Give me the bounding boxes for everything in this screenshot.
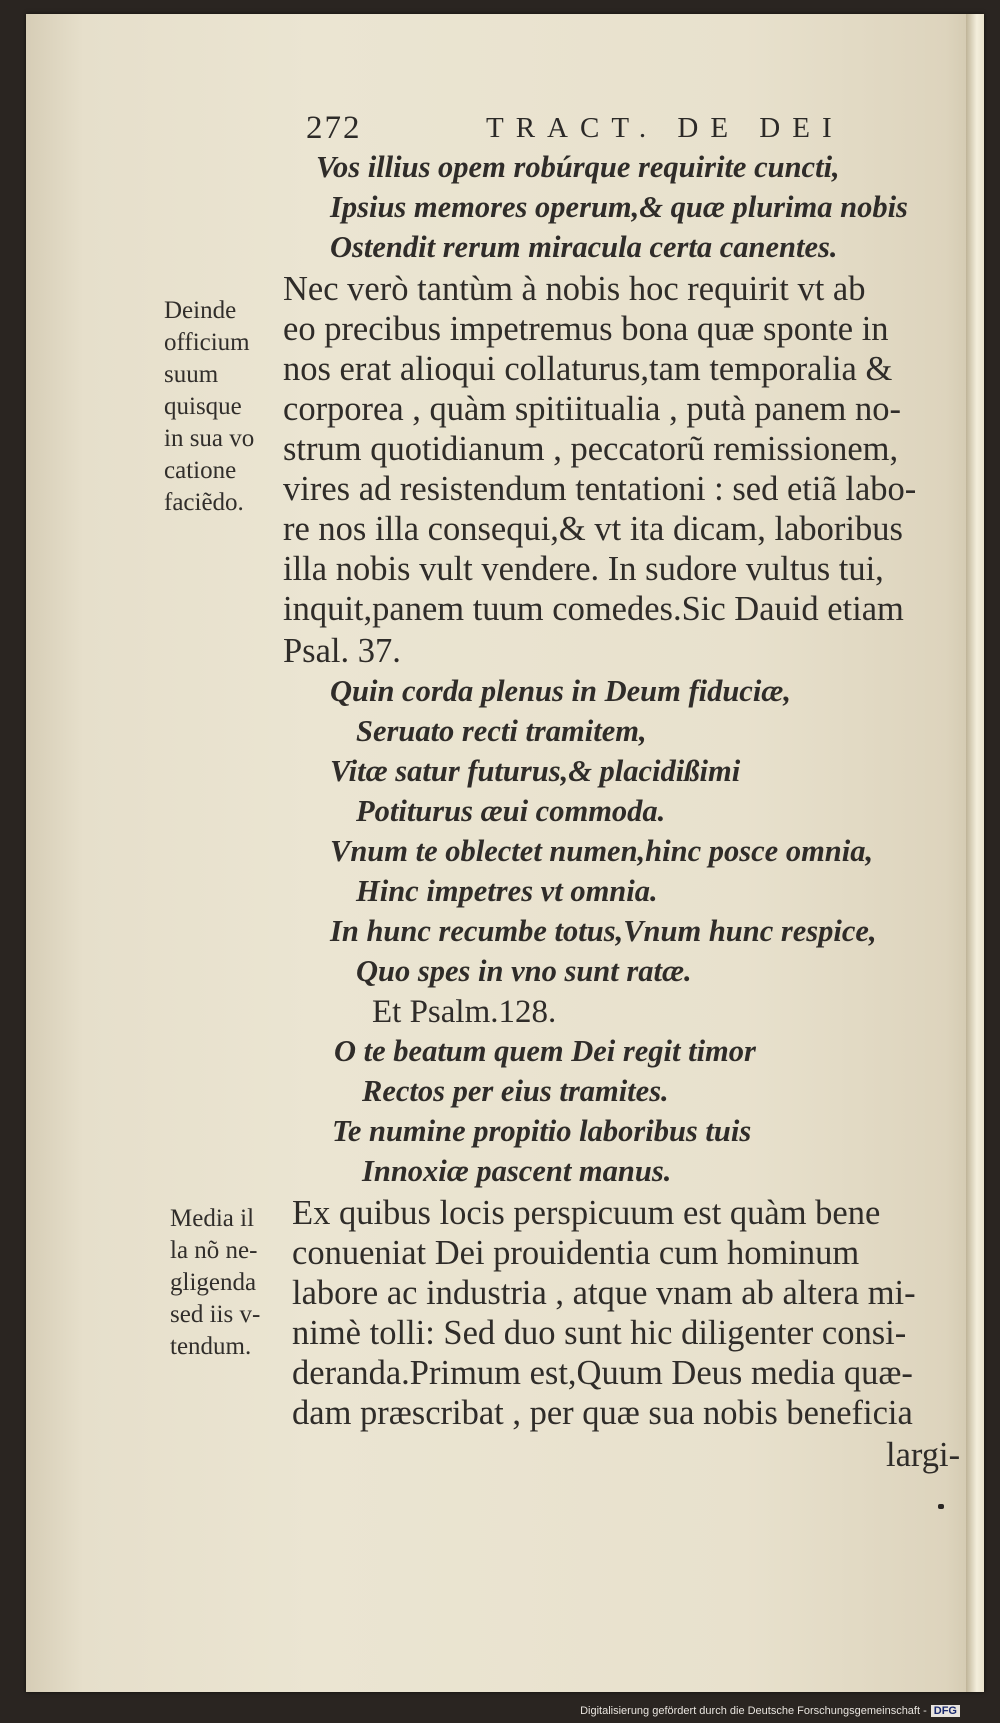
verse-line: Ipsius memores operum,& quæ plurima nobis xyxy=(330,190,908,224)
book-page xyxy=(26,14,984,1692)
margin-note-line: catione xyxy=(164,457,237,484)
body-line: corporea , quàm spitiitualia , putà panem no- xyxy=(283,390,901,428)
digitization-footer xyxy=(580,1705,960,1717)
margin-note-line: officium xyxy=(164,329,250,356)
verse-line: Ostendit rerum miracula certa canentes. xyxy=(330,230,838,264)
verse-line: Quin corda plenus in Deum fiduciæ, xyxy=(330,674,791,708)
verse-line: In hunc recumbe totus,Vnum hunc respice, xyxy=(330,914,877,948)
verse-line: Vitæ satur futurus,& placidißimi xyxy=(330,754,741,788)
body-line: dam præscribat , per quæ sua nobis beneficia xyxy=(292,1394,913,1432)
margin-note-line: in sua vo xyxy=(164,425,255,452)
verse-line: Innoxiæ pascent manus. xyxy=(362,1154,672,1188)
verse-line: Hinc impetres vt omnia. xyxy=(356,874,658,908)
dfg-logo: DFG xyxy=(931,1705,960,1717)
body-line: vires ad resistendum tentationi : sed etiã labo- xyxy=(283,470,917,508)
body-line: Nec verò tantùm à nobis hoc requirit vt ab xyxy=(283,270,866,308)
body-line: labore ac industria , atque vnam ab altera mi- xyxy=(292,1274,916,1312)
body-line: Psal. 37. xyxy=(283,632,401,670)
body-line: strum quotidianum , peccatorũ remissionem, xyxy=(283,430,899,468)
margin-note-line: suum xyxy=(164,361,219,388)
verse-line: Seruato recti tramitem, xyxy=(356,714,647,748)
margin-note-line: sed iis v- xyxy=(170,1301,261,1328)
verse-line: Te numine propitio laboribus tuis xyxy=(332,1114,752,1148)
margin-note-line: faciẽdo. xyxy=(164,489,244,516)
verse-line: Vnum te oblectet numen,hinc posce omnia, xyxy=(330,834,874,868)
body-line: illa nobis vult vendere. In sudore vultus tui, xyxy=(283,550,884,588)
margin-note-line: Deinde xyxy=(164,297,237,324)
body-line: re nos illa consequi,& vt ita dicam, laboribus xyxy=(283,510,903,548)
body-line: conueniat Dei prouidentia cum hominum xyxy=(292,1234,860,1272)
verse-line: Quo spes in vno sunt ratæ. xyxy=(356,954,692,988)
margin-note-line: Media il xyxy=(170,1205,255,1232)
running-header xyxy=(306,110,846,150)
page-edge xyxy=(966,14,984,1692)
verse-line: O te beatum quem Dei regit timor xyxy=(334,1034,756,1068)
verse-line: Potiturus æui commoda. xyxy=(356,794,666,828)
body-line: inquit,panem tuum comedes.Sic Dauid etiam xyxy=(283,590,904,628)
running-title: TRACT. DE DEI xyxy=(486,112,844,144)
body-line: eo precibus impetremus bona quæ sponte in xyxy=(283,310,889,348)
catchword: largi- xyxy=(886,1436,961,1474)
ink-spot xyxy=(938,1504,944,1509)
verse-line: Vos illius opem robúrque requirite cuncti, xyxy=(316,150,840,184)
verse-line: Rectos per eius tramites. xyxy=(362,1074,669,1108)
body-line: deranda.Primum est,Quum Deus media quæ- xyxy=(292,1354,913,1392)
body-line: nimè tolli: Sed duo sunt hic diligenter consi- xyxy=(292,1314,907,1352)
margin-note-line: la nõ ne- xyxy=(170,1237,258,1264)
footer-text: Digitalisierung gefördert durch die Deutsche Forschungsgemeinschaft - xyxy=(580,1705,927,1717)
margin-note-line: quisque xyxy=(164,393,242,420)
page-number: 272 xyxy=(306,110,362,146)
margin-note-line: gligenda xyxy=(170,1269,257,1296)
margin-note-line: tendum. xyxy=(170,1333,252,1360)
body-line: nos erat alioqui collaturus,tam temporalia & xyxy=(283,350,893,388)
body-line: Ex quibus locis perspicuum est quàm bene xyxy=(292,1194,881,1232)
psalm-reference: Et Psalm.128. xyxy=(372,994,557,1030)
